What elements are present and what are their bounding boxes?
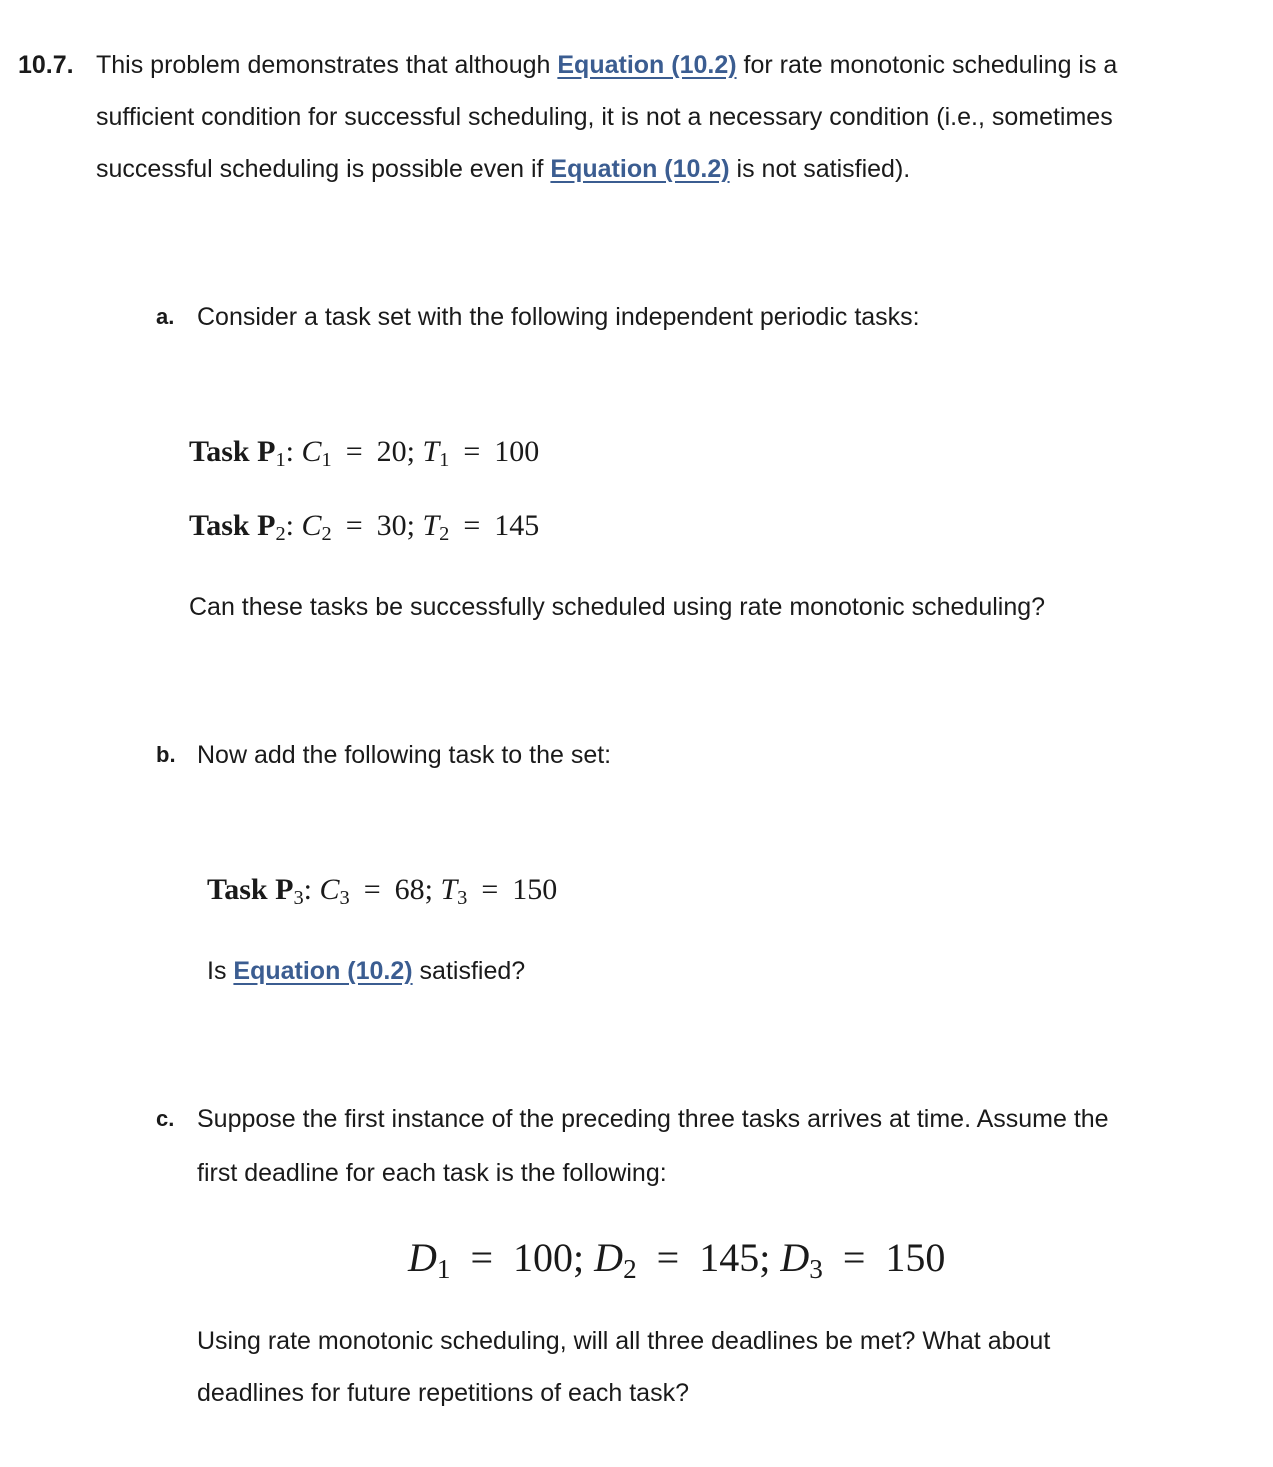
t-value: 145 [494,509,540,542]
part-b-question-pre: Is [207,957,234,985]
t-variable: T [440,873,458,906]
task-index: 1 [275,449,286,472]
c-index: 1 [321,449,332,472]
task-name: Task P [207,873,294,906]
task-p3-equation: Task $P_3$: $C_3 = 68$; $T_3 = 150$ [207,873,558,910]
task-index: 3 [293,887,304,910]
problem-line-3 [96,154,910,184]
t-index: 1 [439,449,450,472]
d-variable: D [594,1235,624,1280]
equation-link[interactable]: Equation (10.2) [233,957,413,985]
t-value: 150 [512,873,558,906]
part-a-question: Can these tasks be successfully scheduled using rate monotonic scheduling? [189,593,1046,621]
part-b-question [207,956,525,986]
d-variable: D [408,1235,437,1280]
d-variable: D [780,1235,810,1280]
c-index: 3 [339,887,350,910]
d-index: 1 [436,1253,451,1284]
part-a-label: a. [156,304,175,329]
d-index: 3 [809,1253,823,1284]
c-index: 2 [321,523,332,546]
d-value: 145 [699,1235,760,1280]
task-p2-equation: Task $P_2$: $C_2 = 30$; $T_2 = 145$ [189,509,540,546]
equation-link[interactable]: Equation (10.2) [550,155,730,183]
part-c-line-1: Suppose the first instance of the preceding three tasks arrives at time. Assume the [197,1105,1109,1133]
d-value: 150 [885,1235,946,1280]
d-value: 100 [513,1235,574,1280]
c-variable: C [319,873,340,906]
c-variable: C [301,435,322,468]
part-c-line-2: first deadline for each task is the following: [197,1159,667,1187]
part-c-question-2: deadlines for future repetitions of each task? [197,1379,689,1407]
t-variable: T [422,435,440,468]
task-name: Task P [189,435,276,468]
t-index: 3 [457,887,468,910]
d-index: 2 [623,1253,637,1284]
part-c-question-1: Using rate monotonic scheduling, will all three deadlines be met? What about [197,1327,1051,1355]
task-p1-equation: Task $P_1$: $C_1 = 20$; $T_1 = 100$ [189,435,540,472]
t-variable: T [422,509,440,542]
part-b-question-post: satisfied? [412,957,526,985]
problem-line-2: sufficient condition for successful scheduling, it is not a necessary condition (i.e., sometimes [96,103,1113,131]
c-value: 20 [376,435,407,468]
t-index: 2 [439,523,450,546]
t-value: 100 [494,435,540,468]
part-b-label: b. [156,742,176,767]
part-b-text: Now add the following task to the set: [197,741,612,769]
part-c-label: c. [156,1106,175,1131]
c-value: 30 [376,509,407,542]
task-name: Task P [189,509,276,542]
problem-line-3-pre: successful scheduling is possible even if [96,155,551,183]
part-a-text: Consider a task set with the following independent periodic tasks: [197,303,920,331]
problem-line-1 [96,50,1117,80]
problem-line-1-pre: This problem demonstrates that although [96,51,558,79]
task-index: 2 [275,523,286,546]
problem-line-3-post: is not satisfied). [729,155,911,183]
equation-link[interactable]: Equation (10.2) [557,51,737,79]
c-variable: C [301,509,322,542]
problem-number: 10.7. [18,51,74,79]
deadlines-equation: $D_1 = 100$; $D_2 = 145$; $D_3 = 150$ [408,1235,946,1284]
c-value: 68 [394,873,425,906]
problem-line-1-post: for rate monotonic scheduling is a [736,51,1118,79]
